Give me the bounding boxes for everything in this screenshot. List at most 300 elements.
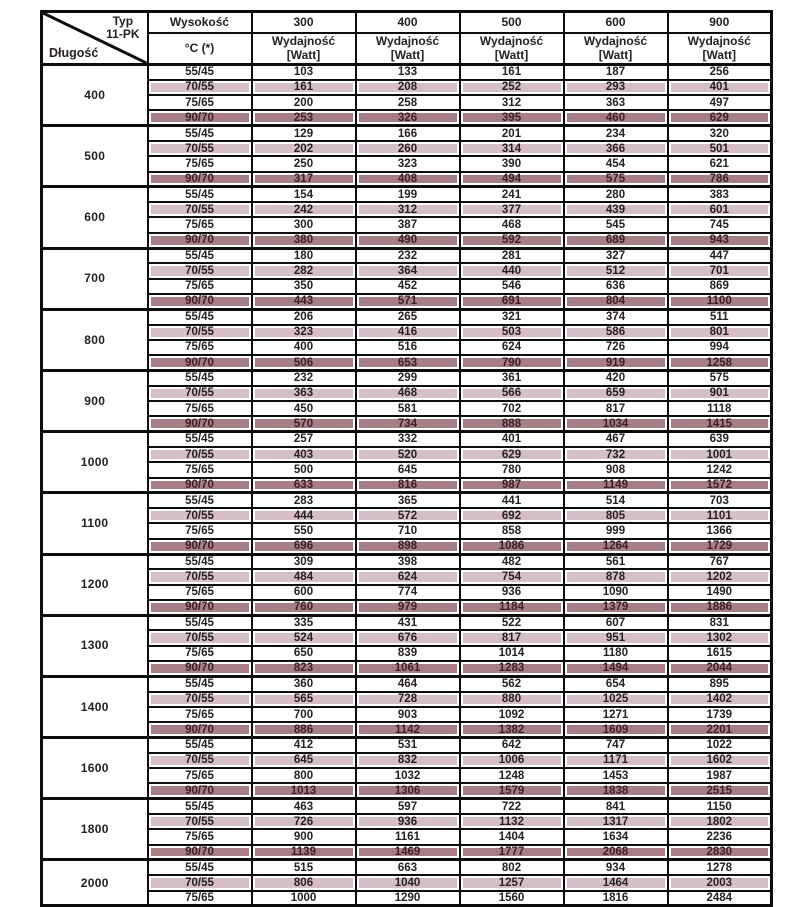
- output-label-line2: [Watt]: [598, 47, 633, 62]
- value-cell: 431: [356, 615, 460, 630]
- temp-cell: 90/70: [148, 661, 252, 676]
- value-cell: 700: [252, 707, 356, 722]
- value-cell: 1415: [668, 416, 772, 431]
- value-cell: 1987: [668, 768, 772, 783]
- temp-cell: 90/70: [148, 845, 252, 860]
- value-cell: 880: [460, 692, 564, 707]
- temp-cell: 70/55: [148, 263, 252, 278]
- value-cell: 187: [564, 65, 668, 80]
- temp-cell: 55/45: [148, 187, 252, 202]
- temp-cell: 70/55: [148, 814, 252, 829]
- value-cell: 1729: [668, 539, 772, 554]
- table-row: [42, 814, 772, 829]
- value-cell: 1317: [564, 814, 668, 829]
- table-row: [42, 646, 772, 661]
- table-row: [42, 569, 772, 584]
- value-cell: 250: [252, 156, 356, 171]
- output-label-line1: Wydajność: [687, 33, 751, 48]
- output-label-line1: Wydajność: [583, 33, 648, 48]
- value-cell: 420: [564, 370, 668, 385]
- value-cell: 1032: [356, 768, 460, 783]
- value-cell: 831: [668, 615, 772, 630]
- value-cell: 650: [252, 646, 356, 661]
- table-row: [42, 447, 772, 462]
- temp-cell: 55/45: [148, 126, 252, 141]
- value-cell: 878: [564, 569, 668, 584]
- table-row: [42, 829, 772, 844]
- value-cell: 1257: [460, 875, 564, 890]
- value-cell: 280: [564, 187, 668, 202]
- value-cell: 987: [460, 478, 564, 493]
- value-cell: 463: [252, 799, 356, 814]
- height-column-header: 300: [252, 12, 356, 34]
- length-cell: 1800: [42, 799, 148, 860]
- output-column-header: [668, 33, 772, 65]
- value-cell: 180: [252, 248, 356, 263]
- value-cell: 2044: [668, 661, 772, 676]
- table-row: [42, 340, 772, 355]
- value-cell: 696: [252, 539, 356, 554]
- value-cell: 565: [252, 692, 356, 707]
- value-cell: 467: [564, 432, 668, 447]
- type-label: Typ 11-PK: [106, 14, 140, 42]
- value-cell: 253: [252, 110, 356, 125]
- value-cell: 380: [252, 233, 356, 248]
- value-cell: 951: [564, 630, 668, 645]
- value-cell: 642: [460, 738, 564, 753]
- value-cell: 636: [564, 279, 668, 294]
- value-cell: 732: [564, 447, 668, 462]
- value-cell: 1609: [564, 722, 668, 737]
- value-cell: 1184: [460, 600, 564, 615]
- temp-cell: 70/55: [148, 753, 252, 768]
- radiator-output-table: [40, 10, 773, 907]
- value-cell: 133: [356, 65, 460, 80]
- output-column-header: [356, 33, 460, 65]
- value-cell: 726: [564, 340, 668, 355]
- value-cell: 629: [460, 447, 564, 462]
- value-cell: 1469: [356, 845, 460, 860]
- value-cell: 314: [460, 141, 564, 156]
- value-cell: 621: [668, 156, 772, 171]
- temp-cell: 70/55: [148, 447, 252, 462]
- value-cell: 806: [252, 875, 356, 890]
- value-cell: 1180: [564, 646, 668, 661]
- value-cell: 726: [252, 814, 356, 829]
- value-cell: 1271: [564, 707, 668, 722]
- temp-header-label: °C (*): [148, 33, 252, 65]
- value-cell: 745: [668, 217, 772, 232]
- value-cell: 441: [460, 493, 564, 508]
- value-cell: 1006: [460, 753, 564, 768]
- value-cell: 2236: [668, 829, 772, 844]
- value-cell: 166: [356, 126, 460, 141]
- length-cell: 1600: [42, 738, 148, 799]
- value-cell: 232: [356, 248, 460, 263]
- value-cell: 908: [564, 462, 668, 477]
- table-row: [42, 80, 772, 95]
- value-cell: 401: [460, 432, 564, 447]
- temp-cell: 70/55: [148, 569, 252, 584]
- value-cell: 494: [460, 172, 564, 187]
- value-cell: 242: [252, 202, 356, 217]
- temp-cell: 75/65: [148, 891, 252, 906]
- value-cell: 1402: [668, 692, 772, 707]
- temp-cell: 70/55: [148, 202, 252, 217]
- value-cell: 332: [356, 432, 460, 447]
- table-row: [42, 585, 772, 600]
- table-row: [42, 875, 772, 890]
- value-cell: 653: [356, 355, 460, 370]
- value-cell: 364: [356, 263, 460, 278]
- value-cell: 676: [356, 630, 460, 645]
- table-row: [42, 676, 772, 691]
- length-cell: 800: [42, 309, 148, 370]
- value-cell: 506: [252, 355, 356, 370]
- temp-cell: 70/55: [148, 692, 252, 707]
- temp-cell: 75/65: [148, 401, 252, 416]
- length-cell: 600: [42, 187, 148, 248]
- temp-cell: 75/65: [148, 523, 252, 538]
- value-cell: 2830: [668, 845, 772, 860]
- temp-cell: 75/65: [148, 95, 252, 110]
- value-cell: 1379: [564, 600, 668, 615]
- temp-cell: 70/55: [148, 875, 252, 890]
- height-header-label: Wysokość: [148, 12, 252, 34]
- temp-cell: 75/65: [148, 829, 252, 844]
- value-cell: 377: [460, 202, 564, 217]
- value-cell: 300: [252, 217, 356, 232]
- table-row: [42, 508, 772, 523]
- value-cell: 282: [252, 263, 356, 278]
- value-cell: 689: [564, 233, 668, 248]
- table-row: [42, 156, 772, 171]
- value-cell: 839: [356, 646, 460, 661]
- value-cell: 1453: [564, 768, 668, 783]
- value-cell: 561: [564, 554, 668, 569]
- temp-cell: 90/70: [148, 783, 252, 798]
- value-cell: 440: [460, 263, 564, 278]
- value-cell: 659: [564, 386, 668, 401]
- temp-cell: 55/45: [148, 65, 252, 80]
- value-cell: 600: [252, 585, 356, 600]
- value-cell: 645: [252, 753, 356, 768]
- value-cell: 501: [668, 141, 772, 156]
- value-cell: 1464: [564, 875, 668, 890]
- temp-cell: 90/70: [148, 110, 252, 125]
- value-cell: 161: [460, 65, 564, 80]
- value-cell: 452: [356, 279, 460, 294]
- output-label-line2: [Watt]: [494, 47, 529, 62]
- value-cell: 444: [252, 508, 356, 523]
- value-cell: 1025: [564, 692, 668, 707]
- value-cell: 366: [564, 141, 668, 156]
- value-cell: 841: [564, 799, 668, 814]
- table-row: [42, 309, 772, 324]
- value-cell: 512: [564, 263, 668, 278]
- value-cell: 979: [356, 600, 460, 615]
- temp-cell: 75/65: [148, 279, 252, 294]
- corner-cell: [42, 12, 148, 65]
- value-cell: 1149: [564, 478, 668, 493]
- value-cell: 1040: [356, 875, 460, 890]
- height-column-header: 400: [356, 12, 460, 34]
- value-cell: 323: [356, 156, 460, 171]
- value-cell: 936: [460, 585, 564, 600]
- output-label-line2: [Watt]: [390, 47, 425, 62]
- value-cell: 601: [668, 202, 772, 217]
- value-cell: 497: [668, 95, 772, 110]
- value-cell: 999: [564, 523, 668, 538]
- value-cell: 484: [252, 569, 356, 584]
- value-cell: 2201: [668, 722, 772, 737]
- value-cell: 1061: [356, 661, 460, 676]
- value-cell: 816: [356, 478, 460, 493]
- value-cell: 252: [460, 80, 564, 95]
- value-cell: 754: [460, 569, 564, 584]
- value-cell: 1013: [252, 783, 356, 798]
- value-cell: 2003: [668, 875, 772, 890]
- value-cell: 1306: [356, 783, 460, 798]
- length-cell: 500: [42, 126, 148, 187]
- value-cell: 774: [356, 585, 460, 600]
- value-cell: 943: [668, 233, 772, 248]
- value-cell: 645: [356, 462, 460, 477]
- value-cell: 869: [668, 279, 772, 294]
- value-cell: 1366: [668, 523, 772, 538]
- value-cell: 901: [668, 386, 772, 401]
- value-cell: 1602: [668, 753, 772, 768]
- value-cell: 374: [564, 309, 668, 324]
- value-cell: 710: [356, 523, 460, 538]
- temp-cell: 90/70: [148, 172, 252, 187]
- temp-cell: 75/65: [148, 462, 252, 477]
- value-cell: 1802: [668, 814, 772, 829]
- output-column-header: [460, 33, 564, 65]
- value-cell: 858: [460, 523, 564, 538]
- value-cell: 832: [356, 753, 460, 768]
- value-cell: 903: [356, 707, 460, 722]
- value-cell: 572: [356, 508, 460, 523]
- table-row: [42, 845, 772, 860]
- value-cell: 443: [252, 294, 356, 309]
- temp-cell: 55/45: [148, 248, 252, 263]
- value-cell: 500: [252, 462, 356, 477]
- value-cell: 395: [460, 110, 564, 125]
- value-cell: 886: [252, 722, 356, 737]
- value-cell: 401: [668, 80, 772, 95]
- value-cell: 767: [668, 554, 772, 569]
- value-cell: 570: [252, 416, 356, 431]
- value-cell: 383: [668, 187, 772, 202]
- temp-cell: 70/55: [148, 141, 252, 156]
- value-cell: 562: [460, 676, 564, 691]
- value-cell: 2068: [564, 845, 668, 860]
- temp-cell: 70/55: [148, 325, 252, 340]
- value-cell: 1001: [668, 447, 772, 462]
- value-cell: 309: [252, 554, 356, 569]
- temp-cell: 90/70: [148, 478, 252, 493]
- table-row: [42, 554, 772, 569]
- value-cell: 934: [564, 860, 668, 875]
- temp-cell: 55/45: [148, 676, 252, 691]
- value-cell: 566: [460, 386, 564, 401]
- value-cell: 1838: [564, 783, 668, 798]
- value-cell: 503: [460, 325, 564, 340]
- value-cell: 460: [564, 110, 668, 125]
- value-cell: 241: [460, 187, 564, 202]
- value-cell: 804: [564, 294, 668, 309]
- output-label-line2: [Watt]: [286, 47, 321, 62]
- value-cell: 256: [668, 65, 772, 80]
- value-cell: 1139: [252, 845, 356, 860]
- table-row: [42, 325, 772, 340]
- temp-cell: 75/65: [148, 156, 252, 171]
- value-cell: 317: [252, 172, 356, 187]
- value-cell: 629: [668, 110, 772, 125]
- value-cell: 447: [668, 248, 772, 263]
- value-cell: 1242: [668, 462, 772, 477]
- value-cell: 454: [564, 156, 668, 171]
- value-cell: 1278: [668, 860, 772, 875]
- temp-cell: 75/65: [148, 768, 252, 783]
- temp-cell: 55/45: [148, 860, 252, 875]
- value-cell: 464: [356, 676, 460, 691]
- value-cell: 281: [460, 248, 564, 263]
- output-label-line1: Wydajność: [375, 33, 440, 48]
- temp-cell: 55/45: [148, 493, 252, 508]
- value-cell: 1150: [668, 799, 772, 814]
- temp-cell: 55/45: [148, 554, 252, 569]
- value-cell: 468: [356, 386, 460, 401]
- value-cell: 790: [460, 355, 564, 370]
- temp-cell: 90/70: [148, 294, 252, 309]
- value-cell: 546: [460, 279, 564, 294]
- value-cell: 817: [460, 630, 564, 645]
- value-cell: 514: [564, 493, 668, 508]
- value-cell: 293: [564, 80, 668, 95]
- table-row: [42, 294, 772, 309]
- table-row: [42, 707, 772, 722]
- value-cell: 439: [564, 202, 668, 217]
- value-cell: 335: [252, 615, 356, 630]
- value-cell: 805: [564, 508, 668, 523]
- output-label-line1: Wydajność: [271, 33, 336, 48]
- table-row: [42, 539, 772, 554]
- output-label-line2: [Watt]: [702, 47, 737, 62]
- temp-cell: 55/45: [148, 432, 252, 447]
- length-label: Długość: [49, 45, 99, 60]
- value-cell: 1290: [356, 891, 460, 906]
- value-cell: 327: [564, 248, 668, 263]
- value-cell: 516: [356, 340, 460, 355]
- value-cell: 1101: [668, 508, 772, 523]
- length-cell: 1300: [42, 615, 148, 676]
- value-cell: 1022: [668, 738, 772, 753]
- value-cell: 1086: [460, 539, 564, 554]
- value-cell: 550: [252, 523, 356, 538]
- table-row: [42, 783, 772, 798]
- temp-cell: 75/65: [148, 707, 252, 722]
- value-cell: 586: [564, 325, 668, 340]
- value-cell: 412: [252, 738, 356, 753]
- table-row: [42, 661, 772, 676]
- length-cell: 1000: [42, 432, 148, 493]
- value-cell: 936: [356, 814, 460, 829]
- value-cell: 232: [252, 370, 356, 385]
- value-cell: 234: [564, 126, 668, 141]
- value-cell: 654: [564, 676, 668, 691]
- value-cell: 522: [460, 615, 564, 630]
- table-row: [42, 279, 772, 294]
- value-cell: 365: [356, 493, 460, 508]
- value-cell: 919: [564, 355, 668, 370]
- value-cell: 1118: [668, 401, 772, 416]
- length-cell: 700: [42, 248, 148, 309]
- temp-cell: 55/45: [148, 799, 252, 814]
- value-cell: 321: [460, 309, 564, 324]
- value-cell: 326: [356, 110, 460, 125]
- value-cell: 747: [564, 738, 668, 753]
- value-cell: 360: [252, 676, 356, 691]
- value-cell: 1142: [356, 722, 460, 737]
- value-cell: 1886: [668, 600, 772, 615]
- value-cell: 888: [460, 416, 564, 431]
- value-cell: 607: [564, 615, 668, 630]
- value-cell: 1283: [460, 661, 564, 676]
- value-cell: 1572: [668, 478, 772, 493]
- value-cell: 581: [356, 401, 460, 416]
- table-row: [42, 462, 772, 477]
- temp-cell: 90/70: [148, 600, 252, 615]
- value-cell: 722: [460, 799, 564, 814]
- table-row: [42, 355, 772, 370]
- value-cell: 1092: [460, 707, 564, 722]
- table-row: [42, 172, 772, 187]
- value-cell: 260: [356, 141, 460, 156]
- value-cell: 363: [252, 386, 356, 401]
- value-cell: 1258: [668, 355, 772, 370]
- temp-cell: 55/45: [148, 615, 252, 630]
- value-cell: 800: [252, 768, 356, 783]
- height-column-header: 600: [564, 12, 668, 34]
- header-row-output: [42, 33, 772, 65]
- value-cell: 663: [356, 860, 460, 875]
- value-cell: 1264: [564, 539, 668, 554]
- value-cell: 312: [460, 95, 564, 110]
- value-cell: 398: [356, 554, 460, 569]
- table-row: [42, 722, 772, 737]
- value-cell: 1404: [460, 829, 564, 844]
- value-cell: 571: [356, 294, 460, 309]
- value-cell: 1014: [460, 646, 564, 661]
- table-row: [42, 738, 772, 753]
- table-row: [42, 95, 772, 110]
- value-cell: 490: [356, 233, 460, 248]
- value-cell: 515: [252, 860, 356, 875]
- value-cell: 1171: [564, 753, 668, 768]
- table-row: [42, 478, 772, 493]
- value-cell: 416: [356, 325, 460, 340]
- value-cell: 403: [252, 447, 356, 462]
- value-cell: 702: [460, 401, 564, 416]
- value-cell: 624: [356, 569, 460, 584]
- value-cell: 1615: [668, 646, 772, 661]
- value-cell: 545: [564, 217, 668, 232]
- value-cell: 312: [356, 202, 460, 217]
- temp-cell: 90/70: [148, 539, 252, 554]
- value-cell: 450: [252, 401, 356, 416]
